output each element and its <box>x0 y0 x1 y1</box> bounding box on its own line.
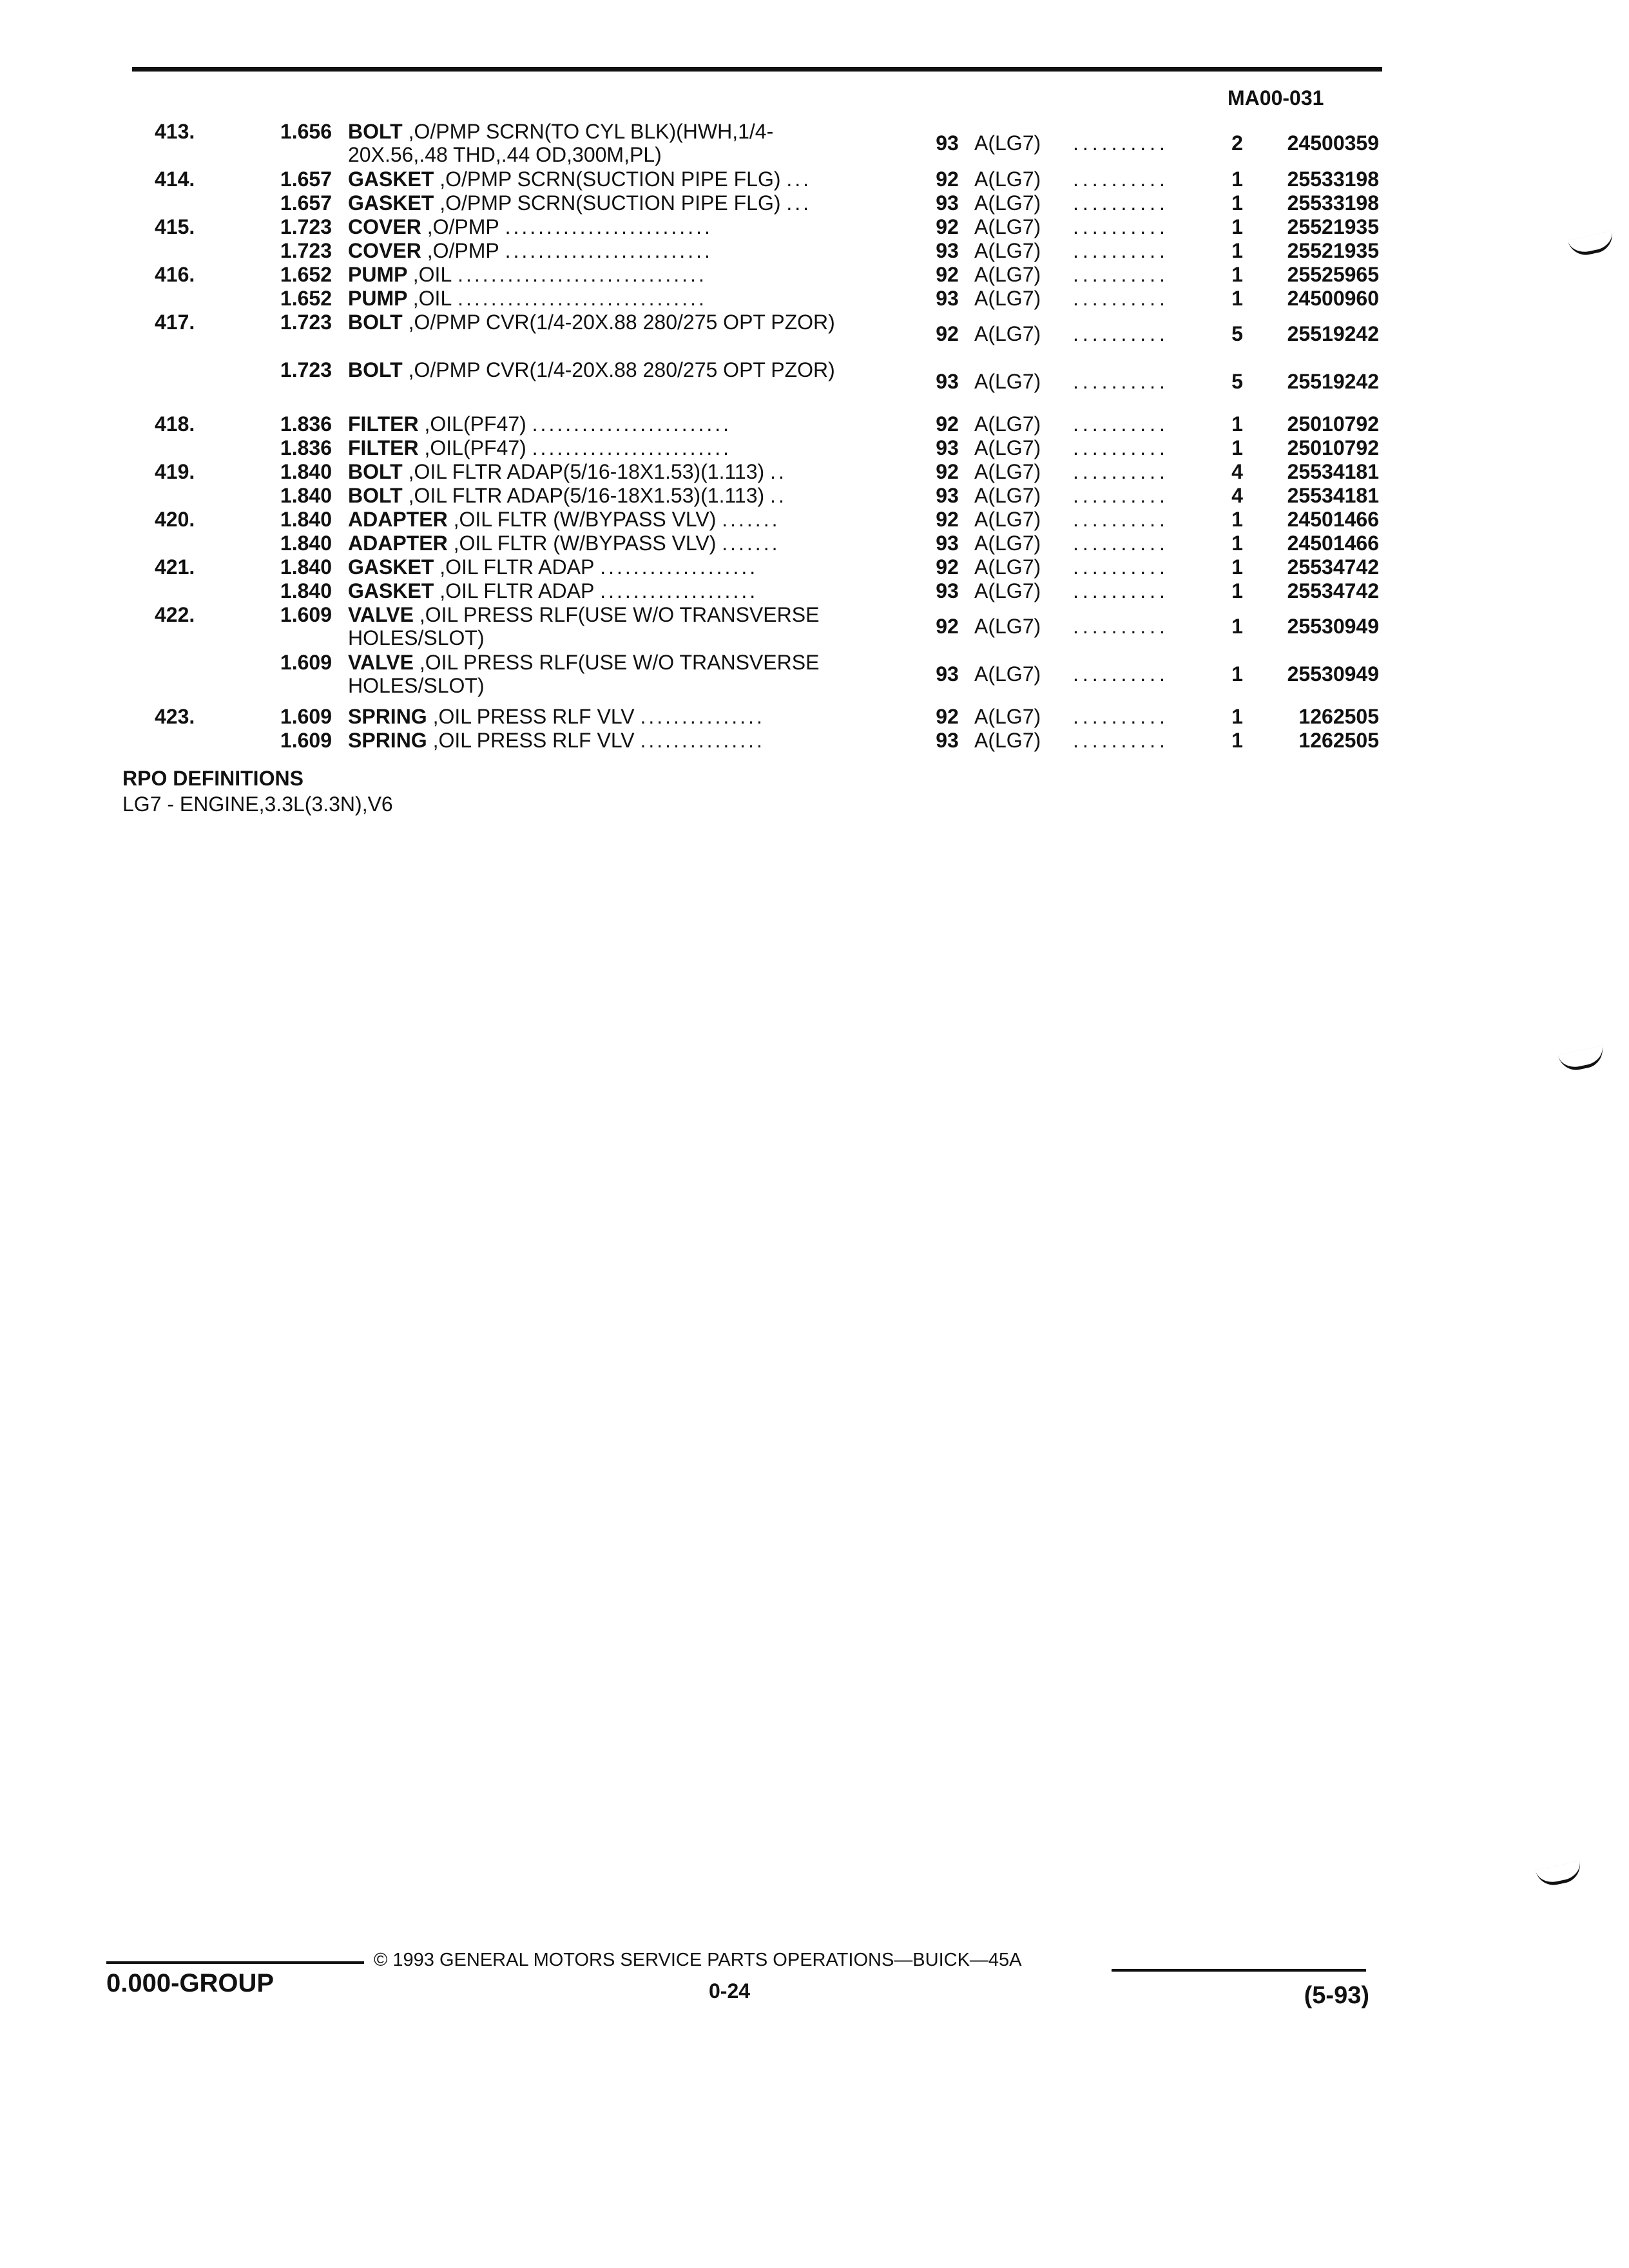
table-row <box>0 460 1629 484</box>
part-number: 25534181 <box>1287 460 1379 483</box>
table-row <box>0 215 1629 239</box>
rpo-code: A(LG7) <box>974 412 1041 436</box>
table-row <box>0 168 1629 191</box>
part-number: 1262505 <box>1298 705 1379 728</box>
quantity: 1 <box>1231 215 1243 238</box>
ref-number: 1.840 <box>280 532 332 555</box>
leader-dots: .......... <box>1073 215 1169 238</box>
quantity: 1 <box>1231 615 1243 638</box>
footer-rule <box>1112 1969 1366 1972</box>
part-detail: ,OIL(PF47) <box>424 412 526 436</box>
part-name: VALVE <box>348 651 414 674</box>
part-number: 25534181 <box>1287 484 1379 507</box>
leader-dots: .......... <box>1073 191 1169 215</box>
part-detail: ,O/PMP <box>427 239 499 262</box>
leader-dots: .............................. <box>458 263 707 286</box>
part-name: GASKET <box>348 168 434 191</box>
leader-dots: .......... <box>1073 508 1169 531</box>
rpo-code: A(LG7) <box>974 436 1041 459</box>
description <box>348 729 870 752</box>
part-detail: ,O/PMP <box>427 215 499 238</box>
rpo-code: A(LG7) <box>974 662 1041 686</box>
leader-dots: .......... <box>1073 615 1169 638</box>
description <box>348 555 870 579</box>
part-number: 25534742 <box>1287 555 1379 579</box>
part-name: BOLT <box>348 311 403 334</box>
leader-dots: .......... <box>1073 287 1169 310</box>
part-number: 24500960 <box>1287 287 1379 310</box>
part-detail: ,O/PMP SCRN(SUCTION PIPE FLG) <box>439 168 781 191</box>
rpo-code: A(LG7) <box>974 168 1041 191</box>
part-name: PUMP <box>348 263 407 286</box>
top-rule <box>132 67 1382 72</box>
ref-number: 1.840 <box>280 555 332 579</box>
part-detail: ,OIL FLTR ADAP(5/16-18X1.53)(1.113) <box>408 460 765 483</box>
leader-dots: .. <box>770 484 787 507</box>
quantity: 5 <box>1231 370 1243 393</box>
quantity: 5 <box>1231 322 1243 345</box>
description <box>348 191 870 215</box>
description <box>348 311 870 334</box>
quantity: 1 <box>1231 191 1243 215</box>
model-year: 93 <box>936 239 959 262</box>
parts-list <box>0 120 1629 753</box>
rpo-code: A(LG7) <box>974 579 1041 602</box>
description <box>348 215 870 238</box>
part-name: SPRING <box>348 729 427 752</box>
leader-dots: .......... <box>1073 263 1169 286</box>
table-row <box>0 239 1629 263</box>
model-year: 92 <box>936 555 959 579</box>
part-name: GASKET <box>348 191 434 215</box>
item-number: 413. <box>155 120 195 143</box>
table-row <box>0 555 1629 579</box>
ref-number: 1.657 <box>280 168 332 191</box>
quantity: 1 <box>1231 436 1243 459</box>
leader-dots: .. <box>770 460 787 483</box>
leader-dots: ................... <box>600 579 758 602</box>
table-row <box>0 705 1629 729</box>
part-name: BOLT <box>348 358 403 381</box>
quantity: 1 <box>1231 579 1243 602</box>
rpo-code: A(LG7) <box>974 263 1041 286</box>
quantity: 4 <box>1231 460 1243 483</box>
copyright-line: © 1993 GENERAL MOTORS SERVICE PARTS OPERATIONS—BUICK—45A <box>374 1950 1022 1970</box>
quantity: 1 <box>1231 662 1243 686</box>
rpo-definitions <box>122 765 393 817</box>
ref-number: 1.609 <box>280 705 332 728</box>
leader-dots: ................... <box>600 555 758 579</box>
footer-rule <box>106 1961 364 1964</box>
part-detail: ,OIL FLTR (W/BYPASS VLV) <box>453 508 717 531</box>
table-row <box>0 508 1629 532</box>
leader-dots: ... <box>786 191 812 215</box>
part-name: GASKET <box>348 579 434 602</box>
description <box>348 705 870 728</box>
description <box>348 263 870 286</box>
part-name: FILTER <box>348 412 419 436</box>
part-name: BOLT <box>348 460 403 483</box>
description <box>348 460 870 483</box>
description <box>348 168 870 191</box>
rpo-code: A(LG7) <box>974 239 1041 262</box>
rpo-code: A(LG7) <box>974 729 1041 752</box>
item-number: 423. <box>155 705 195 728</box>
ref-number: 1.840 <box>280 484 332 507</box>
quantity: 2 <box>1231 131 1243 155</box>
part-number: 25519242 <box>1287 370 1379 393</box>
rpo-code: A(LG7) <box>974 322 1041 345</box>
part-number: 25519242 <box>1287 322 1379 345</box>
binder-punch-mark <box>1558 1046 1606 1073</box>
quantity: 1 <box>1231 168 1243 191</box>
ref-number: 1.840 <box>280 508 332 531</box>
model-year: 93 <box>936 436 959 459</box>
part-detail: ,OIL FLTR ADAP <box>439 555 595 579</box>
part-number: 25533198 <box>1287 191 1379 215</box>
rpo-code: A(LG7) <box>974 508 1041 531</box>
model-year: 92 <box>936 263 959 286</box>
description <box>348 603 870 649</box>
description <box>348 651 870 697</box>
leader-dots: .......... <box>1073 579 1169 602</box>
ref-number: 1.652 <box>280 263 332 286</box>
part-number: 24500359 <box>1287 131 1379 155</box>
model-year: 93 <box>936 131 959 155</box>
part-detail: ,OIL <box>412 263 452 286</box>
table-row <box>0 412 1629 436</box>
leader-dots: ... <box>786 168 812 191</box>
part-detail: ,OIL PRESS RLF VLV <box>432 705 635 728</box>
part-name: GASKET <box>348 555 434 579</box>
table-row <box>0 579 1629 603</box>
rpo-definitions-title: RPO DEFINITIONS <box>122 767 304 790</box>
table-row <box>0 532 1629 555</box>
part-number: 25521935 <box>1287 239 1379 262</box>
part-name: ADAPTER <box>348 532 448 555</box>
part-detail: ,OIL FLTR (W/BYPASS VLV) <box>453 532 717 555</box>
model-year: 92 <box>936 215 959 238</box>
leader-dots: ....... <box>722 508 780 531</box>
item-number: 417. <box>155 311 195 334</box>
page-number: 0-24 <box>709 1979 751 2003</box>
table-row <box>0 603 1629 651</box>
description <box>348 484 870 507</box>
page-footer <box>106 1946 1369 2023</box>
ref-number: 1.723 <box>280 215 332 238</box>
ref-number: 1.840 <box>280 460 332 483</box>
leader-dots: .......... <box>1073 436 1169 459</box>
description <box>348 239 870 262</box>
part-number: 25525965 <box>1287 263 1379 286</box>
table-row <box>0 120 1629 168</box>
description <box>348 579 870 602</box>
group-label: 0.000-GROUP <box>106 1969 275 1997</box>
leader-dots: .......... <box>1073 555 1169 579</box>
part-number: 25010792 <box>1287 412 1379 436</box>
table-row <box>0 358 1629 412</box>
part-name: PUMP <box>348 287 407 310</box>
part-name: COVER <box>348 239 421 262</box>
table-row <box>0 311 1629 358</box>
part-name: ADAPTER <box>348 508 448 531</box>
binder-punch-mark <box>1536 1861 1584 1888</box>
table-row <box>0 484 1629 508</box>
quantity: 1 <box>1231 412 1243 436</box>
rpo-code: A(LG7) <box>974 555 1041 579</box>
part-detail: ,OIL <box>412 287 452 310</box>
rpo-code: A(LG7) <box>974 191 1041 215</box>
leader-dots: ............... <box>640 705 765 728</box>
part-number: 24501466 <box>1287 532 1379 555</box>
model-year: 92 <box>936 508 959 531</box>
leader-dots: .............................. <box>458 287 707 310</box>
ref-number: 1.609 <box>280 729 332 752</box>
model-year: 93 <box>936 370 959 393</box>
item-number: 418. <box>155 412 195 436</box>
part-detail: ,OIL PRESS RLF(USE W/O TRANSVERSE HOLES/SLOT) <box>348 651 820 697</box>
part-name: COVER <box>348 215 421 238</box>
model-year: 93 <box>936 484 959 507</box>
quantity: 1 <box>1231 729 1243 752</box>
ref-number: 1.723 <box>280 239 332 262</box>
table-row <box>0 287 1629 311</box>
leader-dots: .......... <box>1073 322 1169 345</box>
model-year: 92 <box>936 615 959 638</box>
page-code: MA00-031 <box>1228 86 1324 110</box>
part-detail: ,OIL(PF47) <box>424 436 526 459</box>
part-detail: ,O/PMP CVR(1/4-20X.88 280/275 OPT PZOR) <box>408 358 835 381</box>
part-detail: ,O/PMP SCRN(SUCTION PIPE FLG) <box>439 191 781 215</box>
description <box>348 532 870 555</box>
leader-dots: .......... <box>1073 484 1169 507</box>
leader-dots: .......... <box>1073 239 1169 262</box>
description <box>348 287 870 310</box>
model-year: 92 <box>936 168 959 191</box>
leader-dots: ......................... <box>505 239 713 262</box>
quantity: 4 <box>1231 484 1243 507</box>
table-row <box>0 651 1629 705</box>
rpo-code: A(LG7) <box>974 370 1041 393</box>
rpo-code: A(LG7) <box>974 460 1041 483</box>
part-number: 25530949 <box>1287 615 1379 638</box>
ref-number: 1.836 <box>280 436 332 459</box>
description <box>348 358 870 381</box>
part-name: BOLT <box>348 120 403 143</box>
item-number: 421. <box>155 555 195 579</box>
rpo-code: A(LG7) <box>974 287 1041 310</box>
model-year: 93 <box>936 579 959 602</box>
part-number: 25010792 <box>1287 436 1379 459</box>
item-number: 419. <box>155 460 195 483</box>
leader-dots: .......... <box>1073 370 1169 393</box>
quantity: 1 <box>1231 287 1243 310</box>
model-year: 92 <box>936 412 959 436</box>
leader-dots: .......... <box>1073 412 1169 436</box>
table-row <box>0 263 1629 287</box>
part-number: 25521935 <box>1287 215 1379 238</box>
item-number: 415. <box>155 215 195 238</box>
table-row <box>0 191 1629 215</box>
leader-dots: .......... <box>1073 460 1169 483</box>
model-year: 93 <box>936 662 959 686</box>
model-year: 92 <box>936 705 959 728</box>
quantity: 1 <box>1231 555 1243 579</box>
part-detail: ,OIL FLTR ADAP <box>439 579 595 602</box>
leader-dots: .......... <box>1073 705 1169 728</box>
part-name: BOLT <box>348 484 403 507</box>
item-number: 416. <box>155 263 195 286</box>
model-year: 93 <box>936 532 959 555</box>
item-number: 422. <box>155 603 195 626</box>
ref-number: 1.609 <box>280 603 332 626</box>
ref-number: 1.657 <box>280 191 332 215</box>
part-name: SPRING <box>348 705 427 728</box>
description <box>348 412 870 436</box>
ref-number: 1.840 <box>280 579 332 602</box>
ref-number: 1.723 <box>280 358 332 381</box>
rpo-code: A(LG7) <box>974 532 1041 555</box>
part-number: 25533198 <box>1287 168 1379 191</box>
part-number: 25530949 <box>1287 662 1379 686</box>
description <box>348 508 870 531</box>
leader-dots: ......................... <box>505 215 713 238</box>
part-name: VALVE <box>348 603 414 626</box>
leader-dots: .......... <box>1073 168 1169 191</box>
leader-dots: .......... <box>1073 729 1169 752</box>
quantity: 1 <box>1231 705 1243 728</box>
part-detail: ,OIL PRESS RLF VLV <box>432 729 635 752</box>
rpo-code: A(LG7) <box>974 484 1041 507</box>
quantity: 1 <box>1231 508 1243 531</box>
part-number: 25534742 <box>1287 579 1379 602</box>
model-year: 93 <box>936 191 959 215</box>
leader-dots: ........................ <box>532 436 732 459</box>
description <box>348 436 870 459</box>
part-detail: ,OIL PRESS RLF(USE W/O TRANSVERSE HOLES/SLOT) <box>348 603 820 649</box>
model-year: 93 <box>936 287 959 310</box>
leader-dots: .......... <box>1073 131 1169 155</box>
ref-number: 1.652 <box>280 287 332 310</box>
rpo-code: A(LG7) <box>974 131 1041 155</box>
ref-number: 1.609 <box>280 651 332 674</box>
ref-number: 1.723 <box>280 311 332 334</box>
leader-dots: .......... <box>1073 532 1169 555</box>
item-number: 420. <box>155 508 195 531</box>
part-detail: ,O/PMP SCRN(TO CYL BLK)(HWH,1/4-20X.56,.48 THD,.44 OD,300M,PL) <box>348 120 774 166</box>
rpo-code: A(LG7) <box>974 215 1041 238</box>
table-row <box>0 436 1629 460</box>
ref-number: 1.836 <box>280 412 332 436</box>
table-row <box>0 729 1629 753</box>
part-number: 1262505 <box>1298 729 1379 752</box>
item-number: 414. <box>155 168 195 191</box>
model-year: 92 <box>936 460 959 483</box>
part-detail: ,OIL FLTR ADAP(5/16-18X1.53)(1.113) <box>408 484 765 507</box>
rpo-code: A(LG7) <box>974 615 1041 638</box>
model-year: 93 <box>936 729 959 752</box>
part-number: 24501466 <box>1287 508 1379 531</box>
leader-dots: ........................ <box>532 412 732 436</box>
part-detail: ,O/PMP CVR(1/4-20X.88 280/275 OPT PZOR) <box>408 311 835 334</box>
quantity: 1 <box>1231 263 1243 286</box>
part-name: FILTER <box>348 436 419 459</box>
quantity: 1 <box>1231 239 1243 262</box>
ref-number: 1.656 <box>280 120 332 143</box>
leader-dots: .......... <box>1073 662 1169 686</box>
description <box>348 120 870 166</box>
rpo-definition: LG7 - ENGINE,3.3L(3.3N),V6 <box>122 793 393 816</box>
model-year: 92 <box>936 322 959 345</box>
quantity: 1 <box>1231 532 1243 555</box>
rpo-code: A(LG7) <box>974 705 1041 728</box>
revision-date: (5-93) <box>1304 1982 1369 2009</box>
leader-dots: ............... <box>640 729 765 752</box>
leader-dots: ....... <box>722 532 780 555</box>
